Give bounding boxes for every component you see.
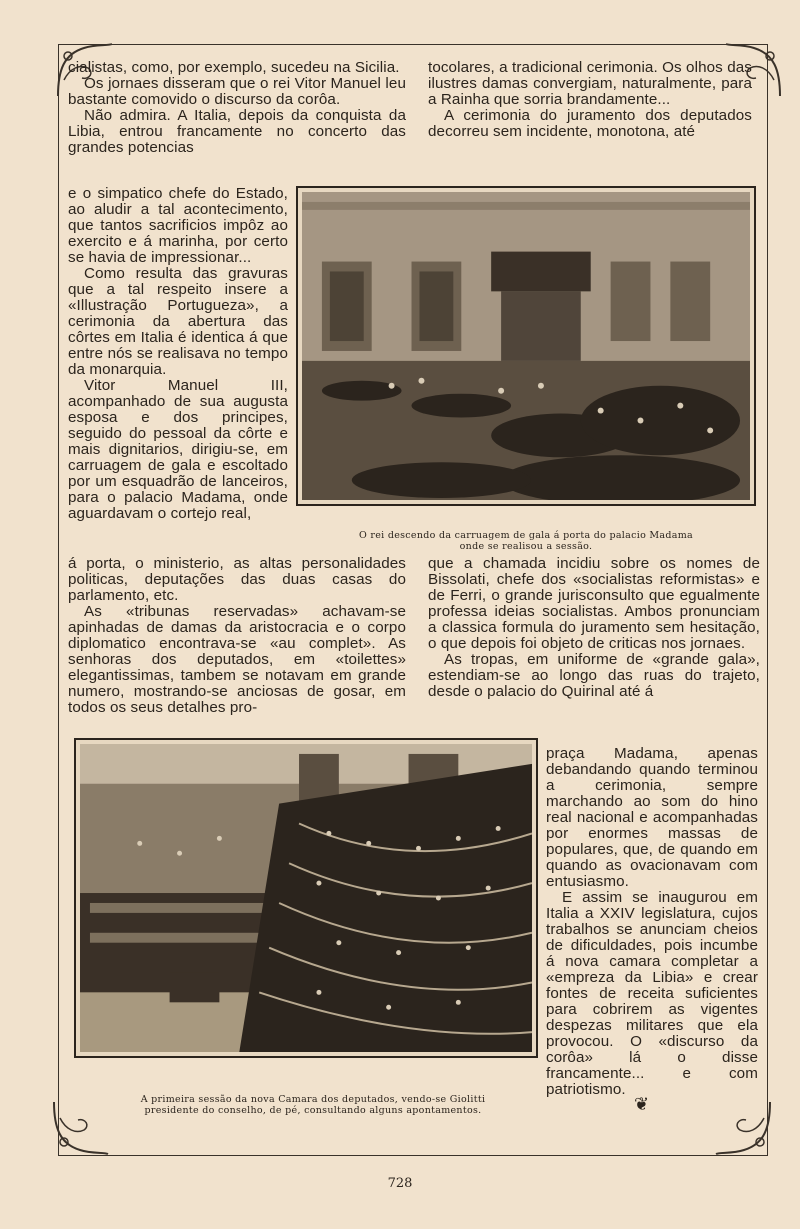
column-1-wrap-text [68,186,288,522]
paragraph: Como resulta das gravuras que a tal respeito insere a «Illustração Portugueza», a cerimonia da abertura das côrtes em Italia é identica á que entre nós se realisava no tempo da monarquia. [68,265,288,378]
paragraph: Não admira. A Italia, depois da conquista da Libia, entrou francamente no concerto das grandes potencias [68,107,406,156]
paragraph: As «tribunas reservadas» achavam-se apinhadas de damas da aristocracia e o corpo diplomatico encontrava-se «au complet». As senhoras dos deputados, em «toilettes» elegantissimas, tambem se notavam em grande numero, mostrando-se anciosas de gosar, em todos os seus detalhes pro- [68,603,406,716]
caption-top-line-1: O rei descendo da carruagem de gala á porta do palacio Madama [358,530,694,541]
photo-royal-carriage [296,186,756,506]
photo-chamber-session-image [80,744,532,1052]
column-2-top-text [428,60,752,140]
paragraph: que a chamada incidiu sobre os nomes de Bissolati, chefe dos «socialistas reformistas» e de Ferri, o grande jurisconsulto que egualmente professa ideias socialistas. Ambos pronunciam a classica formula do juramento sem hesitação, o que depois foi objeto de criticas nos jornaes. [428,555,760,652]
photo-chamber-session [74,738,538,1058]
paragraph: e o simpatico chefe do Estado, ao aludir a tal acontecimento, que tantos sacrificios impôz ao exercito e á marinha, por certo se havia de impressionar... [68,185,288,266]
column-1-bottom-text [68,556,406,716]
caption-top-line-2: onde se realisou a sessão. [459,541,593,552]
caption-bottom-line-1: A primeira sessão da nova Camara dos deputados, vendo-se Giolitti [140,1094,486,1105]
caption-bottom-line-2: presidente do conselho, de pé, consultando alguns apontamentos. [144,1105,482,1116]
photo-royal-carriage-caption [296,530,756,552]
paragraph: Vitor Manuel III, acompanhado de sua augusta esposa e dos principes, seguido do pessoal da côrte e mais dignitarios, dirigiu-se, em carruagem de gala e escoltado por um esquadrão de lanceiros, para o palacio Madama, onde aguardavam o cortejo real, [68,377,288,522]
ornament-bottom-right-icon [714,1098,774,1158]
column-2-middle-text [428,556,760,700]
paragraph: A cerimonia do juramento dos deputados decorreu sem incidente, monotona, até [428,107,752,140]
paragraph: As tropas, em uniforme de «grande gala», estendiam-se ao longo das ruas do trajeto, desde o palacio do Quirinal até á [428,651,760,700]
paragraph: praça Madama, apenas debandando quando terminou a cerimonia, sempre marchando ao som do hino real nacional e acompanhadas por enormes massas de populares, que, de quando em quando as ovacionavam com entusiasmo. [546,745,758,890]
paragraph: Os jornaes disseram que o rei Vitor Manuel leu bastante comovido o discurso da corôa. [68,75,406,108]
paragraph: á porta, o ministerio, as altas personalidades politicas, deputações das duas casas do parlamento, etc. [68,555,406,604]
photo-chamber-session-caption [96,1094,530,1116]
column-2-wrap-text [546,746,758,1098]
leaf-ornament-icon: ❦ [634,1094,650,1114]
paragraph: E assim se inaugurou em Italia a XXIV legislatura, cujos trabalhos se anunciam cheios de dificuldades, pois incumbe á nova camara completar a «empreza da Libia» e crear fontes de receita suficientes para cobrirem as vigentes despezas militares que ela provocou. O «discurso da corôa» lá o disse francamente... e com patriotismo. [546,889,758,1098]
column-1-top-text [68,60,406,156]
paragraph: tocolares, a tradicional cerimonia. Os olhos das ilustres damas convergiam, naturalmente, para a Rainha que sorria brandamente... [428,59,752,108]
page-number: 728 [387,1176,413,1191]
paragraph: cialistas, como, por exemplo, sucedeu na Sicilia. [68,59,400,76]
photo-royal-carriage-image [302,192,750,500]
